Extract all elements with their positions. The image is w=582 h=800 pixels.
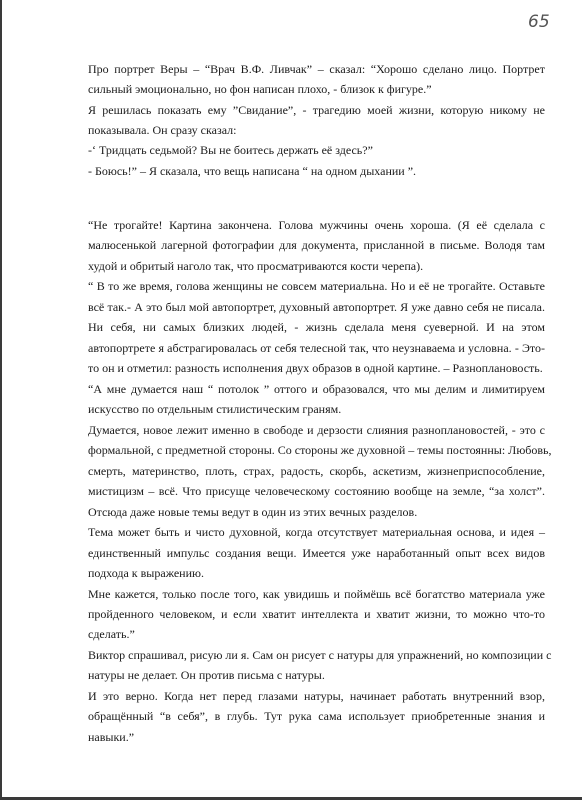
text-line: смерть, материнство, плоть, страх, радость, скорбь, аскетизм, жизнеприспособление,: [88, 464, 545, 478]
text-line: Думается, новое лежит именно в свободе и дерзости слияния разноплановостей, - это с: [88, 423, 545, 437]
text-line: формальной, с предметной стороны. Со стороны же духовной – темы постоянны: Любовь,: [88, 443, 552, 457]
text-line: “ В то же время, голова женщины не совсем материальна. Но и её не трогайте. Оставьте: [88, 279, 545, 293]
text-line: малюсенькой лагерной фотографии для документа, присланной в письме. Володя там: [88, 238, 545, 252]
text-line: подхода к выражению.: [88, 566, 204, 580]
text-line: автопортрете я абстрагировалась от себя телесной так, что неузнаваема и условна. - Это-: [88, 341, 545, 355]
text-line: Мне кажется, только после того, как увидишь и поймёшь всё богатство материала уже: [88, 587, 545, 601]
text-line: “Не трогайте! Картина закончена. Голова мужчины очень хороша. (Я её сделала с: [88, 218, 545, 232]
text-line: И это верно. Когда нет перед глазами натуры, начинает работать внутренний взор,: [88, 689, 545, 703]
page-number: 65: [528, 12, 550, 32]
text-line: то он и отметил: разность исполнения двух образов в одной картине. – Разноплановость.: [88, 361, 543, 375]
text-line: - Боюсь!” – Я сказала, что вещь написана “ на одном дыхании ”.: [88, 164, 417, 178]
text-line: Я решилась показать ему ”Свидание”, - трагедию моей жизни, которую никому не: [88, 103, 545, 117]
text-line: мистицизм – всё. Что присуще человеческому состоянию вообще на земле, “за холст”.: [88, 484, 545, 498]
text-line: искусство по отдельным стилистическим граням.: [88, 402, 342, 416]
text-line: худой и обритый наголо так, что просматриваются кости черепа).: [88, 259, 424, 273]
text-line: всё так.- А это был мой автопортрет, духовный автопортрет. Я уже давно себя не писала.: [88, 300, 545, 314]
scan-edge-left: [0, 0, 2, 800]
text-line: “А мне думается наш “ потолок ” оттого и образовался, что мы делим и лимитируем: [88, 382, 545, 396]
text-line: сделать.”: [88, 627, 135, 641]
text-line: показывала. Он сразу сказал:: [88, 123, 237, 137]
text-line: обращённый “в себя”, в глубь. Тут рука сама использует приобретенные знания и: [88, 709, 545, 723]
text-line: Отсюда даже новые темы ведут в один из этих вечных разделов.: [88, 505, 418, 519]
text-line: сильный эмоционально, но фон написан плохо, - близок к фигуре.”: [88, 82, 432, 96]
text-line: навыки.”: [88, 730, 135, 744]
text-line: натуры не делает. Он против письма с натуры.: [88, 668, 325, 682]
text-line: Тема может быть и чисто духовной, когда отсутствует материальная основа, и идея –: [88, 525, 545, 539]
text-line: Про портрет Веры – “Врач В.Ф. Ливчак” – сказал: “Хорошо сделано лицо. Портрет: [88, 62, 545, 76]
text-line: Ни себя, ни самых близких людей, - жизнь сделала меня суеверной. И на этом: [88, 320, 545, 334]
text-line: Виктор спрашивал, рисую ли я. Сам он рисует с натуры для упражнений, но композиции с: [88, 648, 552, 662]
text-line: -‘ Тридцать седьмой? Вы не боитесь держать её здесь?”: [88, 143, 373, 157]
text-line: пройденного человеком, и если хватит интеллекта и хватит жизни, то можно что-то: [88, 607, 545, 621]
text-line: единственный импульс создания вещи. Имеется уже наработанный опыт всех видов: [88, 546, 545, 560]
